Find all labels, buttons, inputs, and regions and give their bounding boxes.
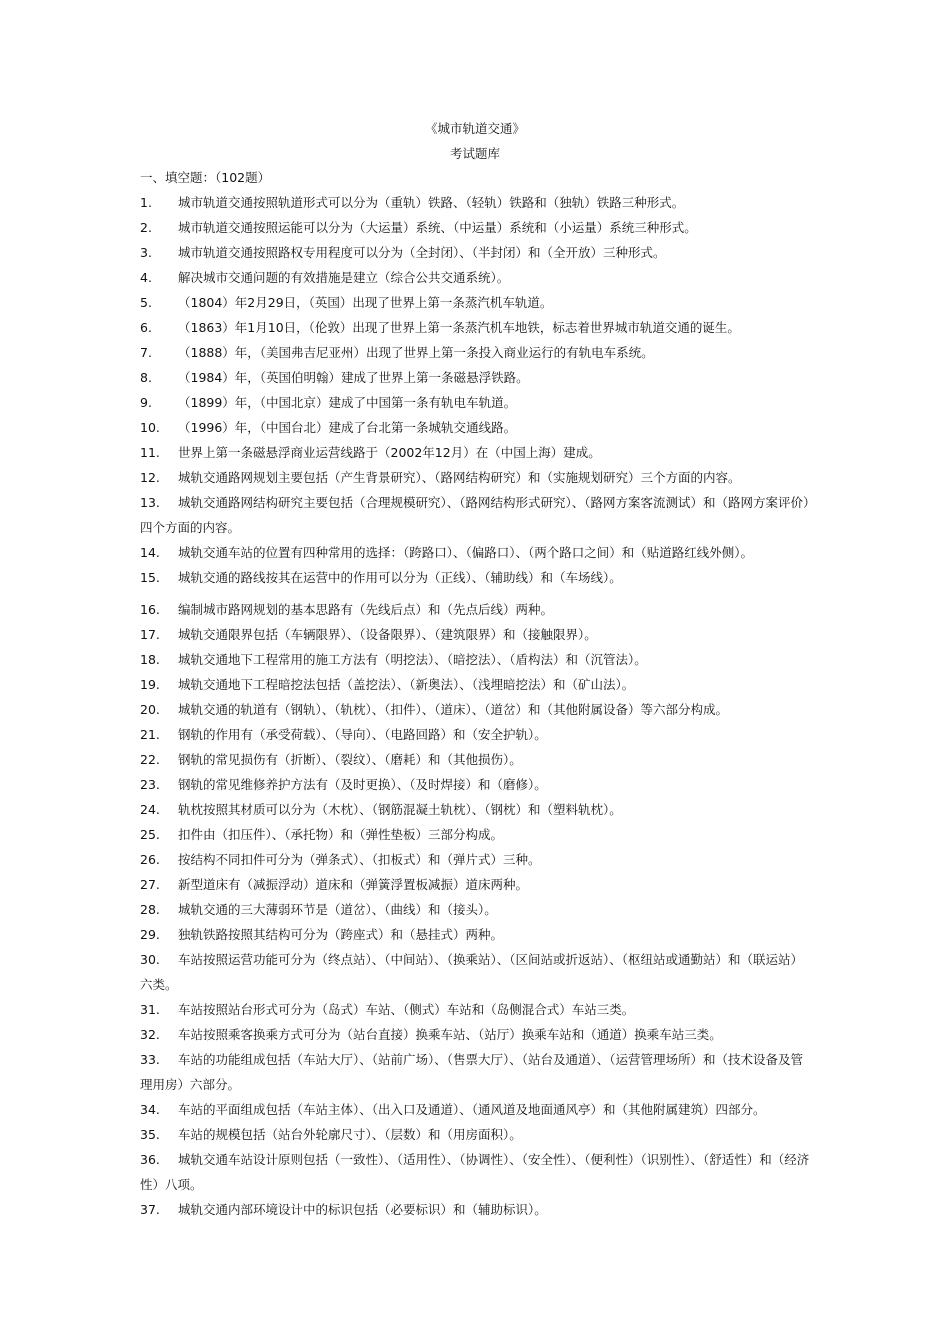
question-text: （1899）年，（中国北京）建成了中国第一条有轨电车轨道。 (178, 395, 517, 410)
question-text: 车站的功能组成包括（车站大厅）、（站前广场）、（售票大厅）、（站台及通道）、（运营管理场所）和（技术设备及管理用房）六部分。 (140, 1052, 804, 1092)
question-text: 钢轨的作用有（承受荷载）、（导向）、（电路回路）和（安全护轨）。 (178, 727, 547, 742)
question-text: 城轨交通限界包括（车辆限界）、（设备限界）、（建筑限界）和（接触限界）。 (178, 627, 597, 642)
question-text: 城轨交通的轨道有（钢轨）、（轨枕）、（扣件）、（道床）、（道岔）和（其他附属设备）等六部分构成。 (178, 702, 729, 717)
question-number: 25. (140, 827, 160, 842)
question-item (140, 490, 812, 540)
question-text: 城轨交通车站设计原则包括（一致性）、（适用性）、（协调性）、（安全性）、（便利性）（识别性）、（舒适性）和（经济性）八项。 (140, 1152, 810, 1192)
question-number: 24. (140, 802, 160, 817)
question-number: 10. (140, 420, 160, 435)
question-item (140, 722, 812, 747)
question-item (140, 947, 812, 997)
question-text: 新型道床有（减振浮动）道床和（弹簧浮置板减振）道床两种。 (178, 877, 529, 892)
question-text: 车站按照乘客换乘方式可分为（站台直接）换乘车站、（站厅）换乘车站和（通道）换乘车站三类。 (178, 1027, 722, 1042)
question-number: 20. (140, 702, 160, 717)
question-item (140, 1022, 812, 1047)
question-number: 36. (140, 1152, 160, 1167)
question-number: 3. (140, 245, 152, 260)
question-number: 37. (140, 1202, 160, 1217)
question-text: 钢轨的常见损伤有（折断）、（裂纹）、（磨耗）和（其他损伤）。 (178, 752, 522, 767)
question-item (140, 897, 812, 922)
question-number: 34. (140, 1102, 160, 1117)
question-item (140, 340, 812, 365)
question-number: 12. (140, 470, 160, 485)
question-item (140, 1197, 812, 1222)
question-number: 26. (140, 852, 160, 867)
question-item (140, 465, 812, 490)
document-title: 《城市轨道交通》 (424, 121, 525, 136)
question-text: 独轨铁路按照其结构可分为（跨座式）和（悬挂式）两种。 (178, 927, 504, 942)
question-text: 解决城市交通问题的有效措施是建立（综合公共交通系统）。 (178, 270, 510, 285)
question-number: 29. (140, 927, 160, 942)
question-text: 城市轨道交通按照运能可以分为（大运量）系统、（中运量）系统和（小运量）系统三种形式。 (178, 220, 697, 235)
question-item (140, 190, 812, 215)
question-text: 扣件由（扣压件）、（承托物）和（弹性垫板）三部分构成。 (178, 827, 504, 842)
question-number: 4. (140, 270, 152, 285)
question-number: 32. (140, 1027, 160, 1042)
question-number: 1. (140, 195, 152, 210)
question-number: 28. (140, 902, 160, 917)
question-item (140, 415, 812, 440)
question-item (140, 997, 812, 1022)
question-text: 城市轨道交通按照路权专用程度可以分为（全封闭）、（半封闭）和（全开放）三种形式。 (178, 245, 666, 260)
question-number: 11. (140, 445, 160, 460)
question-item (140, 597, 812, 622)
question-number: 19. (140, 677, 160, 692)
question-item (140, 565, 812, 590)
question-text: 城轨交通的三大薄弱环节是（道岔）、（曲线）和（接头）。 (178, 902, 497, 917)
question-text: 城市轨道交通按照轨道形式可以分为（重轨）铁路、（轻轨）铁路和（独轨）铁路三种形式。 (178, 195, 685, 210)
question-item (140, 240, 812, 265)
question-number: 8. (140, 370, 152, 385)
question-number: 23. (140, 777, 160, 792)
question-item (140, 797, 812, 822)
question-number: 17. (140, 627, 160, 642)
question-text: 车站按照站台形式可分为（岛式）车站、（侧式）车站和（岛侧混合式）车站三类。 (178, 1002, 635, 1017)
question-item (140, 772, 812, 797)
question-item (140, 1047, 812, 1097)
question-text: （1863）年1月10日，（伦敦）出现了世界上第一条蒸汽机车地铁，标志着世界城市轨道交通的诞生。 (178, 320, 740, 335)
question-item (140, 922, 812, 947)
question-item (140, 697, 812, 722)
question-text: 城轨交通地下工程常用的施工方法有（明挖法）、（暗挖法）、（盾构法）和（沉管法）。 (178, 652, 647, 667)
question-item (140, 315, 812, 340)
question-text: 轨枕按照其材质可以分为（木枕）、（钢筋混凝土轨枕）、（钢枕）和（塑料轨枕）。 (178, 802, 622, 817)
question-item (140, 672, 812, 697)
question-number: 21. (140, 727, 160, 742)
question-text: 城轨交通的路线按其在运营中的作用可以分为（正线）、（辅助线）和（车场线）。 (178, 570, 622, 585)
question-number: 18. (140, 652, 160, 667)
question-text: 城轨交通车站的位置有四种常用的选择：（跨路口）、（偏路口）、（两个路口之间）和（贴道路红线外侧）。 (178, 545, 754, 560)
question-item (140, 390, 812, 415)
question-text: （1888）年，（美国弗吉尼亚州）出现了世界上第一条投入商业运行的有轨电车系统。 (178, 345, 654, 360)
question-item (140, 365, 812, 390)
question-text: 城轨交通路网结构研究主要包括（合理规模研究）、（路网结构形式研究）、（路网方案客流测试）和（路网方案评价）四个方面的内容。 (140, 495, 810, 535)
question-number: 31. (140, 1002, 160, 1017)
question-number: 2. (140, 220, 152, 235)
question-text: 编制城市路网规划的基本思路有（先线后点）和（先点后线）两种。 (178, 602, 554, 617)
question-item (140, 1147, 812, 1197)
question-text: 车站的规模包括（站台外轮廓尺寸）、（层数）和（用房面积）。 (178, 1127, 522, 1142)
spacer (140, 590, 812, 597)
question-number: 9. (140, 395, 152, 410)
question-number: 13. (140, 495, 160, 510)
question-item (140, 1122, 812, 1147)
question-number: 7. (140, 345, 152, 360)
question-text: 按结构不同扣件可分为（弹条式）、（扣板式）和（弹片式）三种。 (178, 852, 541, 867)
question-number: 30. (140, 952, 160, 967)
question-text: 钢轨的常见维修养护方法有（及时更换）、（及时焊接）和（磨修）。 (178, 777, 547, 792)
question-number: 33. (140, 1052, 160, 1067)
question-item (140, 440, 812, 465)
question-item (140, 847, 812, 872)
question-text: 城轨交通路网规划主要包括（产生背景研究）、（路网结构研究）和（实施规划研究）三个方面的内容。 (178, 470, 741, 485)
question-number: 22. (140, 752, 160, 767)
question-number: 5. (140, 295, 152, 310)
question-text: 车站的平面组成包括（车站主体）、（出入口及通道）、（通风道及地面通风亭）和（其他附属建筑）四部分。 (178, 1102, 766, 1117)
document-subtitle: 考试题库 (449, 146, 500, 161)
question-number: 35. (140, 1127, 160, 1142)
question-number: 14. (140, 545, 160, 560)
question-item (140, 540, 812, 565)
section-heading: 一、填空题：（102题） (140, 170, 271, 185)
question-number: 27. (140, 877, 160, 892)
question-number: 16. (140, 602, 160, 617)
question-number: 6. (140, 320, 152, 335)
question-text: 车站按照运营功能可分为（终点站）、（中间站）、（换乘站）、（区间站或折返站）、（枢纽站或通勤站）和（联运站）六类。 (140, 952, 804, 992)
question-item (140, 622, 812, 647)
question-item (140, 215, 812, 240)
question-text: （1804）年2月29日，（英国）出现了世界上第一条蒸汽机车轨道。 (178, 295, 553, 310)
question-item (140, 265, 812, 290)
question-text: （1984）年，（英国伯明翰）建成了世界上第一条磁悬浮铁路。 (178, 370, 529, 385)
question-item (140, 872, 812, 897)
question-list (140, 190, 812, 1222)
question-item (140, 290, 812, 315)
question-item (140, 1097, 812, 1122)
question-item (140, 822, 812, 847)
question-text: 城轨交通地下工程暗挖法包括（盖挖法）、（新奥法）、（浅埋暗挖法）和（矿山法）。 (178, 677, 635, 692)
question-number: 15. (140, 570, 160, 585)
question-text: 城轨交通内部环境设计中的标识包括（必要标识）和（辅助标识）。 (178, 1202, 547, 1217)
question-text: 世界上第一条磁悬浮商业运营线路于（2002年12月）在（中国上海）建成。 (178, 445, 601, 460)
question-item (140, 647, 812, 672)
question-item (140, 747, 812, 772)
question-text: （1996）年，（中国台北）建成了台北第一条城轨交通线路。 (178, 420, 517, 435)
